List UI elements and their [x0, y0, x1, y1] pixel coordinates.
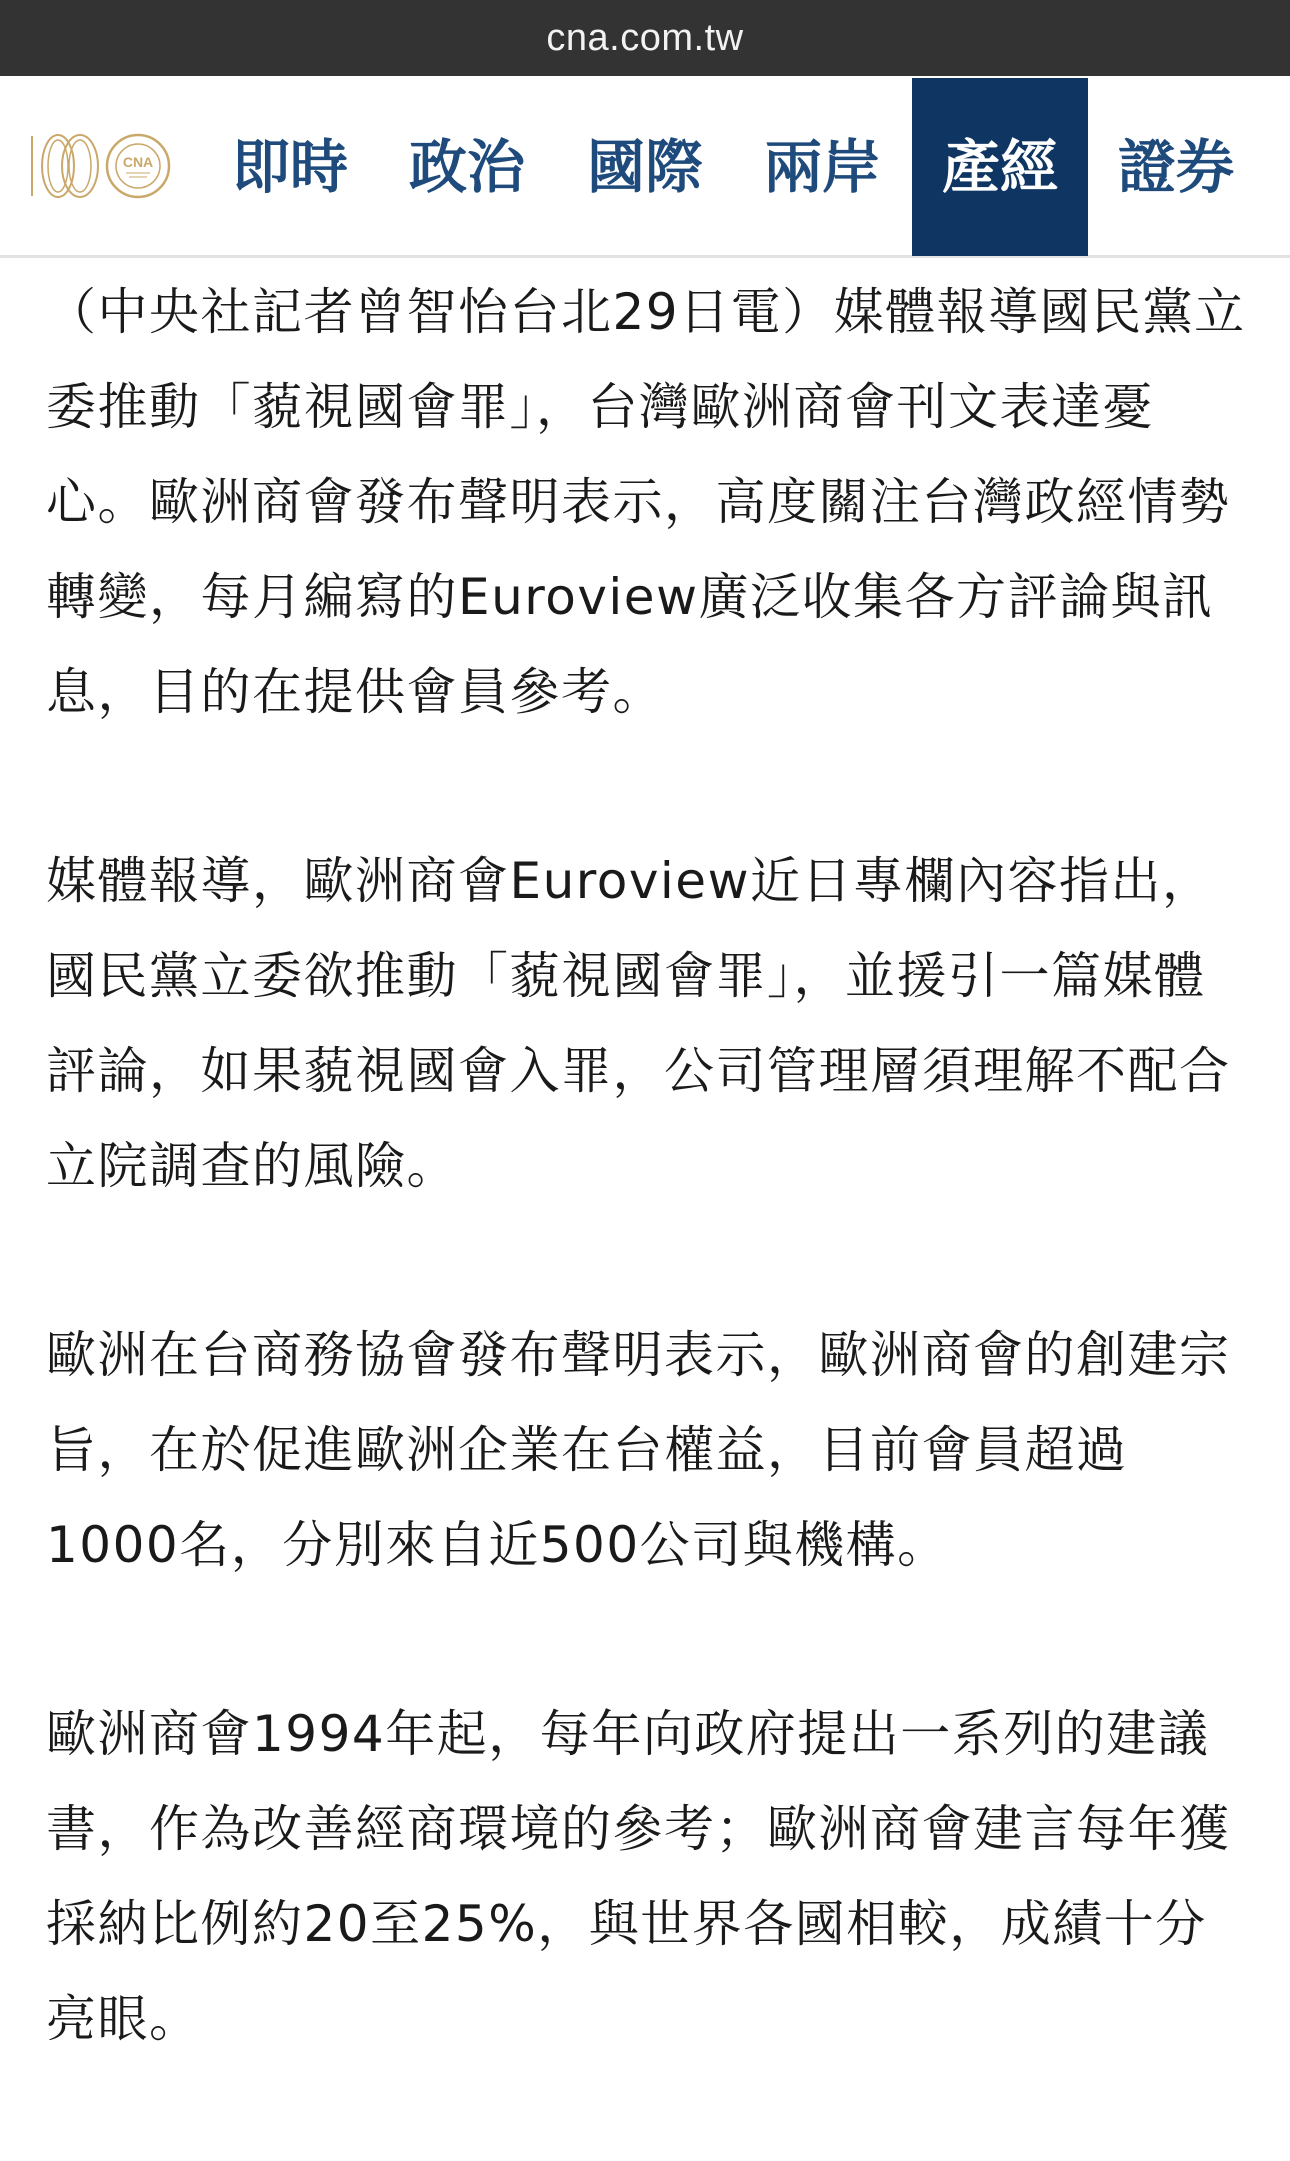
nav-item-international[interactable]: 國際: [586, 133, 703, 201]
article-paragraph: （中央社記者曾智怡台北29日電）媒體報導國民黨立委推動「藐視國會罪」，台灣歐洲商會刊文表達憂心。歐洲商會發布聲明表示，高度關注台灣政經情勢轉變，每月編寫的Euroview廣泛收集各方評論與訊息，目的在提供會員參考。: [46, 283, 1246, 721]
nav-item-cross-strait[interactable]: 兩岸: [763, 133, 880, 201]
site-header: [0, 76, 1290, 258]
article-paragraph: 媒體報導，歐洲商會Euroview近日專欄內容指出，國民黨立委欲推動「藐視國會罪」，並援引一篇媒體評論，如果藐視國會入罪，公司管理層須理解不配合立院調查的風險。: [46, 852, 1231, 1195]
nav-item-economy[interactable]: 產經: [912, 78, 1088, 256]
article-paragraph: 歐洲商會1994年起，每年向政府提出一系列的建議書，作為改善經商環境的參考；歐洲商會建言每年獲採納比例約20至25%，與世界各國相較，成績十分亮眼。: [46, 1705, 1231, 2048]
cna-logo-icon[interactable]: [30, 130, 182, 202]
nav-item-stocks[interactable]: 證券: [1117, 133, 1234, 201]
url-text: cna.com.tw: [546, 16, 744, 59]
article-body: [46, 265, 1256, 2161]
nav-item-realtime[interactable]: 即時: [231, 133, 348, 201]
logo-text: CNA: [122, 154, 154, 170]
nav-item-politics[interactable]: 政治: [408, 133, 525, 201]
browser-address-bar[interactable]: [0, 0, 1290, 76]
article-paragraph: 歐洲在台商務協會發布聲明表示，歐洲商會的創建宗旨，在於促進歐洲企業在台權益，目前會員超過1000名，分別來自近500公司與機構。: [46, 1326, 1231, 1574]
